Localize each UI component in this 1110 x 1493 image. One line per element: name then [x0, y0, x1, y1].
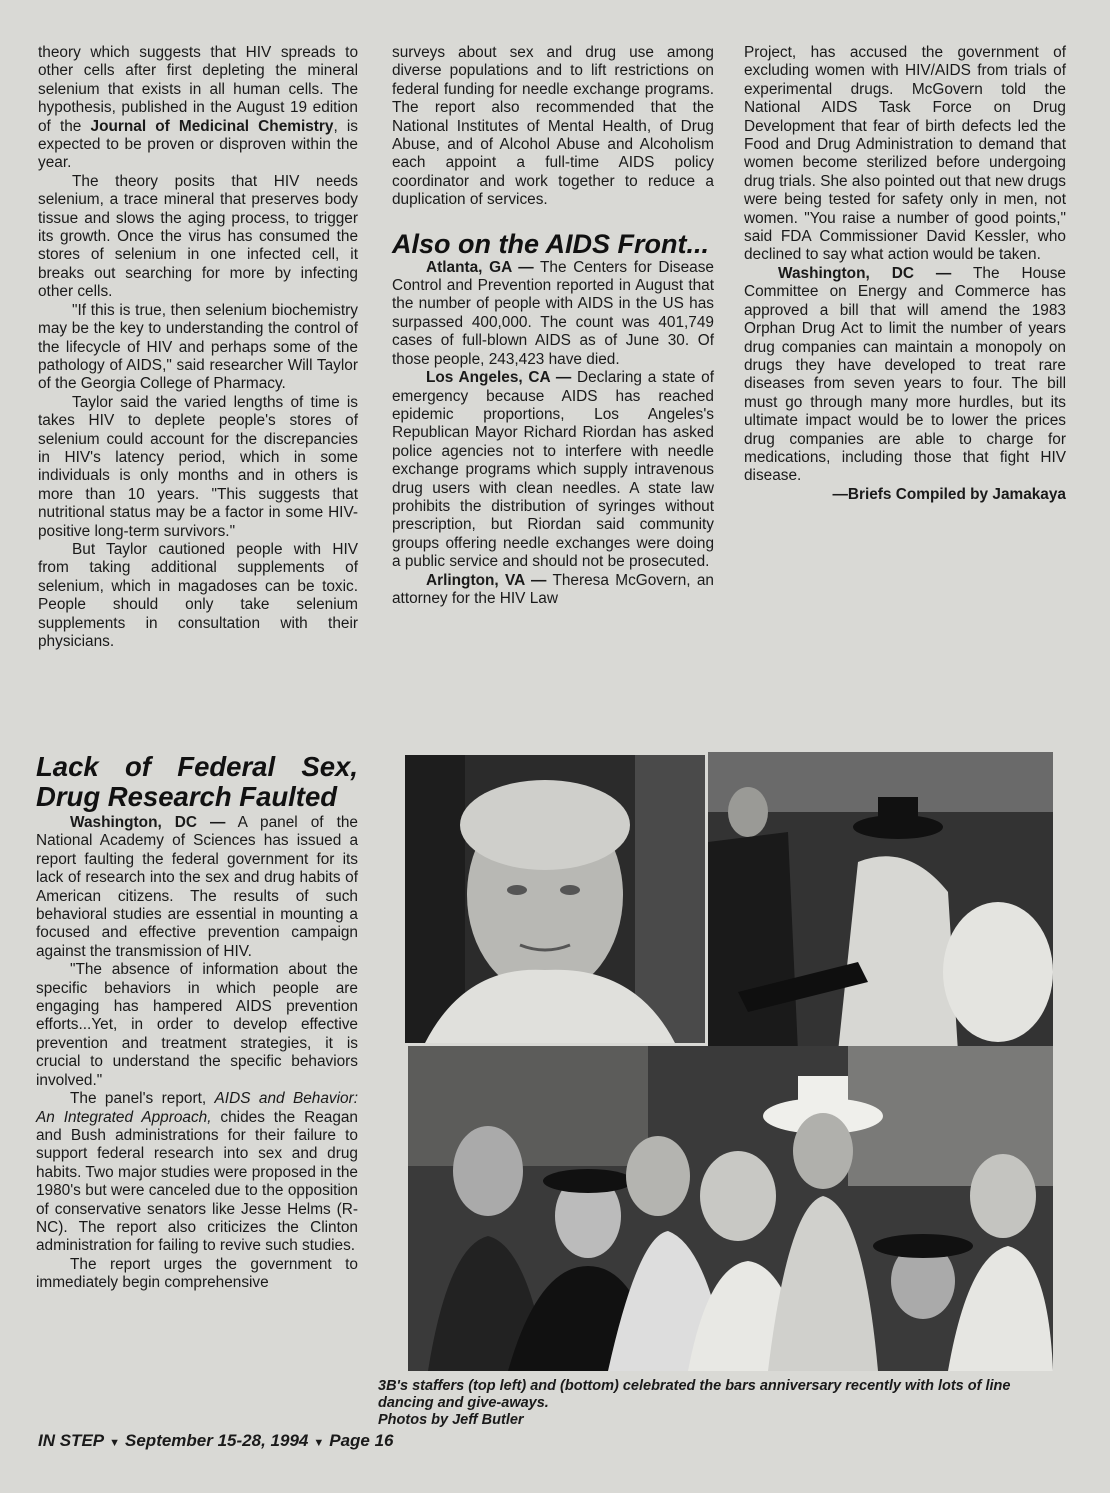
briefs-headline: Also on the AIDS Front...: [392, 228, 709, 259]
dateline: Washington, DC —: [778, 264, 952, 282]
group-image: [408, 1046, 1053, 1371]
paragraph: Taylor said the varied lengths of time is takes HIV to deplete people's stores of selenium could account for the discrepancies in HIV's latency period, which in some individuals is only months and in others is more than 10 years. "This suggests that nutritional status may be a factor in some HIV-positive long-term survivors.": [38, 393, 358, 540]
brief-arlington: [392, 572, 714, 609]
dateline: Washington, DC —: [70, 814, 226, 831]
page-footer: [38, 1431, 538, 1451]
paragraph: Project, has accused the government of excluding women with HIV/AIDS from trials of experimental drugs. McGovern told the National AIDS Task Force on Drug Development that fear of birth defects led the Food and Drug Administration to demand that women become sterilized before undergoing drug trials. She also pointed out that new drugs were being tested for safety only in men, not women. "You raise a number of good points," said FDA Commissioner David Kessler, who declined to say what action would be taken.: [744, 44, 1066, 264]
paragraph: But Taylor cautioned people with HIV from taking additional supplements of selenium, which in magadoses can be toxic. People should only take selenium supplements in consultation with their physicians.: [38, 540, 358, 650]
brief-los-angeles: [392, 369, 714, 571]
photo-staffer-portrait: [405, 755, 705, 1043]
paragraph: The theory posits that HIV needs selenium, a trace mineral that preserves body tissue and slows the aging process, to trigger its growth. Once the virus has consumed the stores of selenium in one infected cell, it breaks out searching for more by infecting other cells.: [38, 172, 358, 301]
page-number: Page 16: [329, 1431, 394, 1450]
selenium-article-continued: [38, 44, 358, 651]
journal-name: Journal of Medicinal Chemistry: [90, 117, 334, 135]
body-text: theory which suggests that HIV spreads to other cells after first depleting the mineral selenium that exists in all human cells. The hypothesis, published in the August 19 edition of the: [38, 44, 358, 135]
body-text: chides the Reagan and Bush administrations for their failure to support federal research into sex and drug habits. Two major studies were proposed in the 1980's but were canceled due to the opposition of conservative senators like Jesse Helms (R- NC). The report also criticizes the Clinton administration for failing to revive such studies.: [36, 1108, 358, 1255]
report-title: AIDS and Behavior: An Integrated Approach,: [36, 1090, 358, 1126]
brief-washington: [744, 265, 1066, 486]
photo-line-dancing: [708, 752, 1053, 1052]
brief-text: The Centers for Disease Control and Prevention reported in August that the number of people with AIDS in the US has surpassed 400,000. The count was 401,749 cases of full-blown AIDS as of June 30. Of those people, 243,423 have died.: [392, 258, 714, 368]
body-text: A panel of the National Academy of Sciences has issued a report faulting the federal government for its lack of research into the sex and drug habits of American citizens. The results of such behavioral studies are essential in mounting a focused and effective prevention campaign against the transmission of HIV.: [36, 814, 358, 960]
paragraph: "The absence of information about the specific behaviors in which people are engaging has hampered AIDS prevention efforts...Yet, in order to develop effective prevention and treatment strategies, it is crucial to understand the specific behaviors involved.": [36, 961, 358, 1089]
dancing-image: [708, 752, 1053, 1052]
triangle-separator-icon: ▼: [313, 1437, 325, 1449]
photo-caption: [378, 1378, 1068, 1429]
paragraph: The report urges the government to immediately begin comprehensive: [36, 1255, 358, 1292]
brief-text: The House Committee on Energy and Commerce has approved a bill that will amend the 1983 Orphan Drug Act to limit the number of years drug companies can maintain a monopoly on drugs they have developed to treat rare diseases from seven years to four. The bill must go through many more hurdles, but its ultimate impact would be to lower the prices drug companies are able to charge for medications, including those that fight HIV disease.: [744, 264, 1066, 485]
photo-staff-group: [408, 1046, 1053, 1371]
brief-text: Declaring a state of emergency because AIDS has reached epidemic proportions, Los Angeles's Republican Mayor Richard Riordan has asked police agencies not to interfere with needle exchange programs which supply intravenous drug users with clean needles. A state law prohibits the distribution of syringes without prescription, but Riordan said community groups offering needle exchanges were doing a public service and should not be prosecuted.: [392, 369, 714, 571]
portrait-image: [405, 755, 705, 1043]
brief-text: Theresa McGovern, an attorney for the HIV Law: [392, 571, 714, 607]
triangle-separator-icon: ▼: [109, 1437, 121, 1449]
briefs-signature: —Briefs Compiled by Jamakaya: [832, 485, 1066, 503]
photo-credit: Photos by Jeff Butler: [378, 1412, 524, 1428]
brief-atlanta: [392, 259, 714, 369]
dateline: Arlington, VA —: [426, 571, 547, 589]
briefs-column: [392, 44, 714, 608]
body-text: , is expected to be proven or disproven within the year.: [38, 117, 358, 172]
publication-name: IN STEP: [38, 1431, 105, 1450]
paragraph: "If this is true, then selenium biochemistry may be the key to understanding the control of the lifecycle of HIV and perhaps some of the pathology of AIDS," said researcher Will Taylor of the Georgia College of Pharmacy.: [38, 301, 358, 393]
paragraph: surveys about sex and drug use among diverse populations and to lift restrictions on federal funding for needle exchange programs. The report also recommended that the National Institutes of Mental Health, of Drug Abuse, and of Alcohol Abuse and Alcoholism each appoint a full-time AIDS policy coordinator and work together to reduce a duplication of services.: [392, 44, 714, 209]
body-text: The panel's report,: [70, 1090, 215, 1108]
dateline: Atlanta, GA —: [426, 258, 534, 276]
federal-research-article: [36, 752, 358, 1293]
caption-text: 3B's staffers (top left) and (bottom) celebrated the bars anniversary recently with lots of line dancing and give-aways.: [378, 1378, 1011, 1411]
article-headline: Lack of Federal Sex, Drug Research Faulted: [36, 751, 358, 812]
dateline: Los Angeles, CA —: [426, 369, 572, 387]
issue-date: September 15-28, 1994: [125, 1431, 309, 1450]
briefs-column-continued: [744, 44, 1066, 504]
